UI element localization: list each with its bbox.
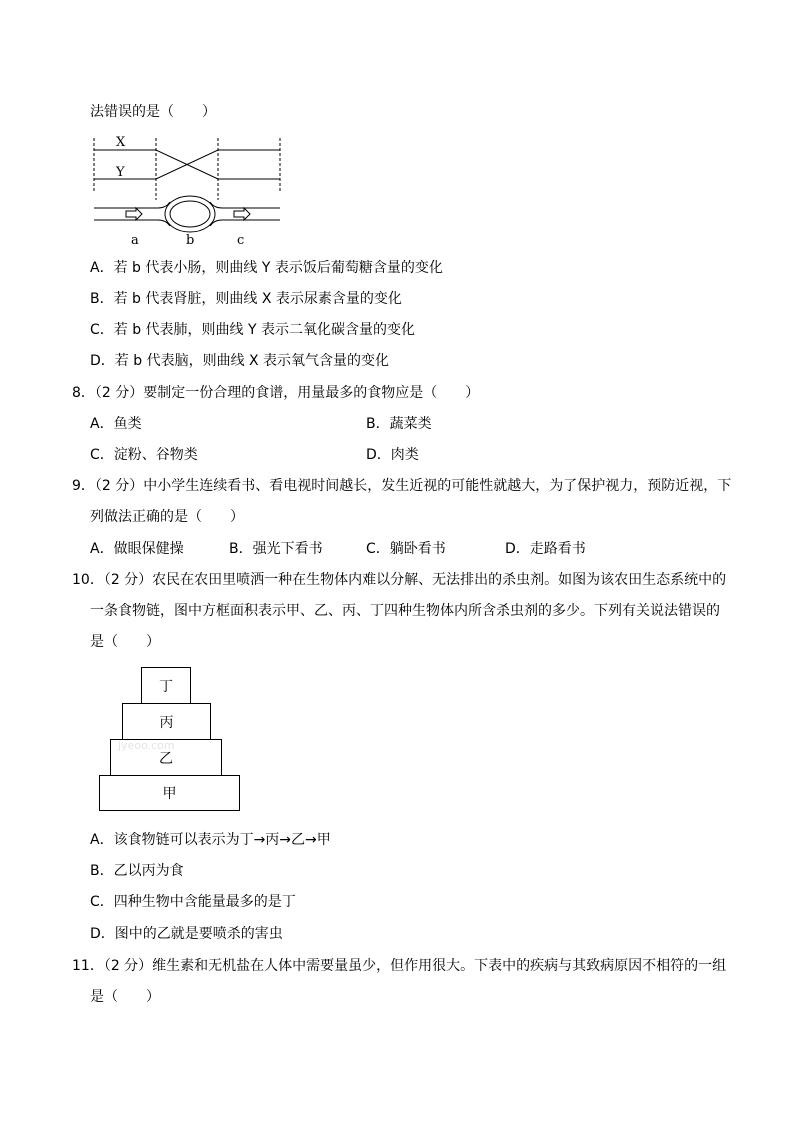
q7-option-a: A．若 b 代表小肠，则曲线 Y 表示饭后葡萄糖含量的变化 xyxy=(90,260,443,276)
pyramid-box-ding: 丁 xyxy=(141,667,191,704)
segment-label-c: c xyxy=(237,233,245,248)
q10-stem-line3: 是（ ） xyxy=(90,634,160,650)
segment-label-a: a xyxy=(131,233,139,248)
segment-label-b: b xyxy=(186,233,195,248)
q7-option-d: D．若 b 代表脑，则曲线 X 表示氧气含量的变化 xyxy=(90,353,390,369)
pyramid-box-bing: 丙 xyxy=(122,703,211,740)
q9-option-d: D．走路看书 xyxy=(505,541,586,557)
q9-option-b: B．强光下看书 xyxy=(229,541,323,557)
q7-option-c: C．若 b 代表肺，则曲线 Y 表示二氧化碳含量的变化 xyxy=(90,322,416,338)
q11-stem-line1: 11．（2 分）维生素和无机盐在人体中需要量虽少，但作用很大。下表中的疾病与其致病原因不相符的一组 xyxy=(72,958,727,974)
q8-option-b: B．蔬菜类 xyxy=(366,416,432,432)
curve-label-y: Y xyxy=(116,165,125,180)
q9-stem-line2: 列做法正确的是（ ） xyxy=(90,509,244,525)
q7-option-b: B．若 b 代表肾脏，则曲线 X 表示尿素含量的变化 xyxy=(90,291,402,307)
q11-stem-line2: 是（ ） xyxy=(90,989,160,1005)
q8-option-a: A．鱼类 xyxy=(90,416,142,432)
q7-stem-tail: 法错误的是（ ） xyxy=(90,104,216,120)
q8-option-d: D．肉类 xyxy=(366,447,419,463)
curve-label-x: X xyxy=(116,135,126,150)
q9-option-c: C．躺卧看书 xyxy=(366,541,446,557)
q9-option-a: A．做眼保健操 xyxy=(90,541,184,557)
q8-stem: 8．（2 分）要制定一份合理的食谱，用量最多的食物应是（ ） xyxy=(72,385,480,401)
watermark: jyeoo.com xyxy=(118,739,175,752)
q10-option-a: A．该食物链可以表示为丁→丙→乙→甲 xyxy=(90,832,331,848)
pyramid-box-jia: 甲 xyxy=(99,775,240,811)
q10-stem-line1: 10．（2 分）农民在农田里喷洒一种在生物体内难以分解、无法排出的杀虫剂。如图为该农田生态系统中的 xyxy=(72,572,727,588)
pyramid-box-yi: 乙 xyxy=(110,739,222,776)
q10-option-b: B．乙以丙为食 xyxy=(90,863,184,879)
q8-option-c: C．淀粉、谷物类 xyxy=(90,447,198,463)
blood-flow-diagram xyxy=(86,130,296,252)
q10-option-c: C．四种生物中含能量最多的是丁 xyxy=(90,894,296,910)
q10-option-d: D．图中的乙就是要喷杀的害虫 xyxy=(90,926,283,942)
q9-stem-line1: 9．（2 分）中小学生连续看书、看电视时间越长，发生近视的可能性就越大，为了保护视力，预防近视，下 xyxy=(72,478,732,494)
q10-stem-line2: 一条食物链，图中方框面积表示甲、乙、丙、丁四种生物体内所含杀虫剂的多少。下列有关说法错误的 xyxy=(90,603,720,619)
